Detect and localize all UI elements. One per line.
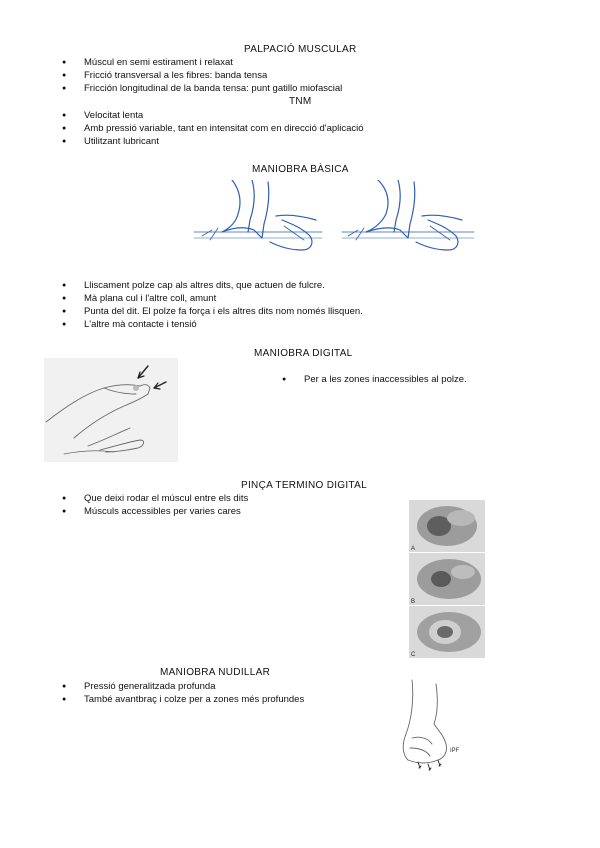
list-nudillar (62, 680, 304, 706)
list-tnm (62, 109, 364, 148)
list-item: ● Punta del dit. El polze fa força i els altres dits nom només llisquen. (62, 305, 363, 318)
section-title-digital: MANIOBRA DIGITAL (254, 348, 353, 359)
list-basica (62, 279, 363, 331)
list-item: ● També avantbraç i colze per a zones més profundes (62, 693, 304, 706)
section-title-pinca: PINÇA TERMINO DIGITAL (241, 480, 367, 491)
list-item: ● Mà plana cul i l'altre coll, amunt (62, 292, 363, 305)
list-item: ● Fricció transversal a les fibres: banda tensa (62, 69, 342, 82)
list-item: ● Pressió generalitzada profunda (62, 680, 304, 693)
figure-label-a: A (411, 546, 416, 552)
list-item: ● Que deixi rodar el múscul entre els dits (62, 492, 248, 505)
figure-label-b: B (411, 599, 416, 605)
list-item: ● Músculs accessibles per varies cares (62, 505, 248, 518)
figure-label-c: C (411, 652, 416, 658)
list-digital (282, 373, 467, 386)
list-item: ● Utilitzant lubricant (62, 135, 364, 148)
hands-sliding-illustration (192, 180, 476, 264)
section-title-palpacio: PALPACIÓ MUSCULAR (244, 44, 357, 55)
list-pinca (62, 492, 248, 518)
section-title-basica: MANIOBRA BÀSICA (252, 164, 349, 175)
list-palpacio (62, 56, 342, 95)
section-title-tnm: TNM (289, 96, 312, 107)
figure-label-ipf: IPF (450, 748, 460, 754)
knuckle-pressure-illustration (392, 678, 472, 774)
list-item: ● Fricción longitudinal de la banda tensa: punt gatillo miofascial (62, 82, 342, 95)
list-item: ● L'altre mà contacte i tensió (62, 318, 363, 331)
finger-pressure-illustration (44, 358, 178, 462)
list-item: ● Per a les zones inaccessibles al polze. (282, 373, 467, 386)
list-item: ● Velocitat lenta (62, 109, 364, 122)
section-title-nudillar: MANIOBRA NUDILLAR (160, 667, 271, 678)
list-item: ● Amb pressió variable, tant en intensitat com en direcció d'aplicació (62, 122, 364, 135)
list-item: ● Lliscament polze cap als altres dits, que actuen de fulcre. (62, 279, 363, 292)
list-item: ● Múscul en semi estirament i relaxat (62, 56, 342, 69)
pincer-grip-photos (409, 500, 485, 658)
